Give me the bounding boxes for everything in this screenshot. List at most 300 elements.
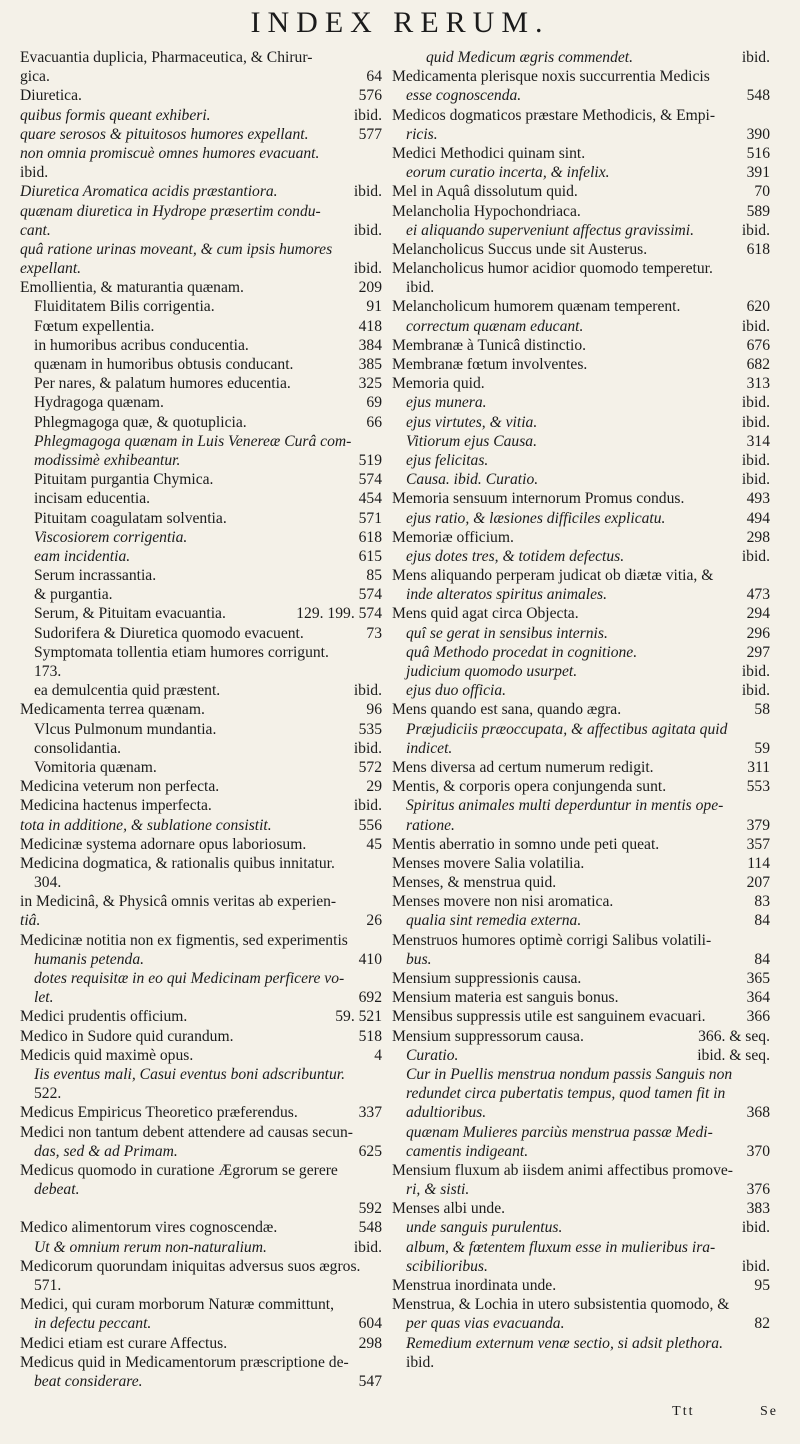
entry-text: ejus munera. [406,394,487,412]
page-ref: 297 [743,643,770,662]
index-entry [20,662,382,681]
index-entry [392,796,770,815]
page-ref: 366. & seq. [694,1027,770,1046]
page-ref: 592 [355,1199,382,1218]
page-ref: 493 [743,489,770,508]
entry-text: Menstrua, & Lochia in utero subsistentia quomodo, & [392,1296,730,1314]
entry-text: Mensibus suppressis utile est sanguinem evacuari. [392,1008,706,1026]
index-entry [392,854,770,873]
page-ref: 390 [743,125,770,144]
index-entry [392,528,770,547]
page-ref: ibid. [350,1238,382,1257]
page-ref: ibid. [738,662,770,681]
entry-text: judicium quomodo usurpet. [406,663,578,680]
entry-text: Mentis aberratio in somno unde peti queat. [392,835,660,853]
index-entry [392,643,770,662]
page-ref: 577 [355,125,382,144]
page-ref: 64 [362,67,382,86]
entry-text: Serum incrassantia. [34,567,157,585]
page-ref: 96 [362,700,382,719]
entry-text: Medicina veterum non perfecta. [20,778,220,796]
index-entry [20,911,382,930]
index-entry [392,67,770,86]
index-entry [20,643,382,662]
entry-text: ricis. [406,125,438,143]
index-entry [20,988,382,1007]
index-entry [392,835,770,854]
page-ref: 84 [750,911,770,930]
index-entry [20,873,382,892]
index-entry [20,509,382,528]
index-entry [20,892,382,911]
entry-text: esse cognoscenda. [406,87,522,105]
index-entry [20,240,382,259]
entry-text: beat considerare. [34,1372,143,1390]
entry-text: Medicinæ systema adornare opus laboriosum. [20,835,307,853]
entry-text: let. [34,989,54,1007]
index-entry [392,547,770,566]
index-entry [392,1007,770,1026]
entry-text: expellant. [20,260,82,278]
index-entry [392,509,770,528]
page-ref: 95 [750,1276,770,1295]
entry-text: Causa. ibid. Curatio. [406,471,539,489]
index-entry [392,106,770,125]
entry-text: tiâ. [20,912,41,930]
entry-text: & purgantia. [34,586,113,604]
index-entry [392,1199,770,1218]
index-entry [20,48,382,67]
entry-text: Memoriæ officium. [392,528,514,546]
index-entry [20,528,382,547]
entry-text: Medici prudentis officium. [20,1008,188,1026]
entry-text: Medici non tantum debent attendere ad causas secun- [20,1123,353,1141]
entry-text: Medicinæ notitia non ex figmentis, sed experimentis [20,931,348,949]
index-entry [20,854,382,873]
index-entry [392,202,770,221]
page-ref: 548 [743,86,770,105]
index-entry [20,950,382,969]
entry-text: Diuretica Aromatica acidis præstantiora. [20,183,278,201]
index-entry [392,297,770,316]
page-ref: ibid. & seq. [693,1046,770,1065]
entry-text: ea demulcentia quid præstent. [34,682,221,700]
index-entry [392,604,770,623]
index-entry [20,374,382,393]
entry-text: Phlegmagoga quæ, & quotuplicia. [34,413,247,431]
page-ref: 366 [743,1007,770,1026]
page-ref: 59 [750,739,770,758]
entry-text: quî se gerat in sensibus internis. [406,624,608,642]
entry-text: Medicus quomodo in curatione Ægrorum se gerere [20,1161,338,1179]
catchword: Se [760,1404,778,1419]
page-ref: 516 [743,144,770,163]
index-entry [20,681,382,700]
index-entry [392,988,770,1007]
index-entry [392,221,770,240]
page-ref: 556 [355,816,382,835]
page-ref: ibid. [350,182,382,201]
index-entry [392,911,770,930]
page-ref: 410 [355,950,382,969]
index-entry [392,432,770,451]
index-entry [20,777,382,796]
entry-text: Vlcus Pulmonum mundantia. [34,720,217,738]
entry-text: quid Medicum ægris commendet. [426,49,634,66]
index-entry [20,758,382,777]
page-ref: ibid. [350,796,382,815]
entry-text: Melancholicus humor acidior quomodo temperetur. [392,260,713,278]
entry-text: quænam in humoribus obtusis conducant. [34,356,294,373]
page-ref: 365 [743,969,770,988]
entry-text: non omnia promiscuè omnes humores evacuant. [20,144,320,162]
entry-text: Mentis, & corporis opera conjungenda sunt. [392,778,667,796]
index-entry [20,106,382,125]
index-entry [392,662,770,681]
index-entry [392,240,770,259]
index-entry [392,451,770,470]
page-ref: ibid. [738,413,770,432]
index-entry [392,681,770,700]
entry-text: Hydragoga quænam. [34,394,164,412]
page-ref: 391 [743,163,770,182]
index-entry [20,1007,382,1026]
index-entry [392,1276,770,1295]
index-entry [20,1372,382,1391]
index-entry [392,1334,770,1353]
entry-text: Medicina dogmatica, & rationalis quibus innitatur. [20,854,335,872]
entry-text: Curatio. [406,1046,459,1064]
index-entry [20,221,382,240]
index-entry [392,317,770,336]
index-entry [20,1180,382,1199]
entry-text: ejus felicitas. [406,451,489,469]
page-ref: 357 [743,835,770,854]
index-entry [20,739,382,758]
page-ref: 364 [743,988,770,1007]
entry-text: incisam educentia. [34,490,151,508]
entry-text: ejus virtutes, & vitia. [406,413,538,431]
entry-text: gica. [20,68,50,86]
page-ref: 82 [750,1314,770,1333]
page-ref: 574 [355,585,382,604]
entry-text: cant. [20,221,51,239]
page-ref: 625 [355,1142,382,1161]
entry-text: camentis indigeant. [406,1142,529,1160]
entry-text: 522. [34,1085,62,1103]
index-entry [392,585,770,604]
index-entry [20,1314,382,1333]
index-entry [392,624,770,643]
entry-text: inde alteratos spiritus animales. [406,586,607,604]
page-ref: 59. 521 [331,1007,382,1026]
page-ref: 83 [750,892,770,911]
index-entry [392,1295,770,1314]
entry-text: Medicorum quorundam iniquitas adversus suos ægros. [20,1257,361,1275]
page-ref: 66 [362,413,382,432]
page-ref: 576 [355,86,382,105]
entry-text: in humoribus acribus conducentia. [34,336,249,354]
entry-text: Melancholicus Succus unde sit Austerus. [392,240,648,258]
entry-text: quibus formis queant exhiberi. [20,106,211,124]
index-entry [20,393,382,412]
entry-text: Sudorifera & Diuretica quomodo evacuent. [34,624,304,642]
index-entry [392,489,770,508]
entry-text: humanis petenda. [34,950,145,968]
entry-text: Menses movere Salia volatilia. [392,854,585,872]
entry-text: Menses albi unde. [392,1200,506,1218]
page-ref: 494 [743,509,770,528]
page-ref: 114 [743,854,770,873]
page-ref: 535 [355,720,382,739]
page-ref: 91 [362,297,382,316]
entry-text: Iis eventus mali, Casui eventus boni adscribuntur. [34,1065,345,1083]
signature-mark: Ttt [672,1404,695,1419]
index-entry [20,816,382,835]
page-footer [612,1404,778,1420]
entry-text: Menstruos humores optimè corrigi Salibus volatili- [392,931,712,949]
index-entry [392,1084,770,1103]
index-entry [20,125,382,144]
index-entry [392,259,770,278]
index-entry [392,1027,770,1046]
page-ref: 313 [743,374,770,393]
index-entry [20,720,382,739]
index-entry [20,1199,382,1218]
page-ref: 572 [355,758,382,777]
index-entry [392,48,770,67]
entry-text: Pituitam coagulatam solventia. [34,509,227,527]
page-ref: 26 [362,911,382,930]
entry-text: Mens quid agat circa Objecta. [392,605,579,623]
page-ref: 311 [743,758,770,777]
entry-text: adultioribus. [406,1104,487,1122]
index-entry [20,432,382,451]
page-ref: 454 [355,489,382,508]
page-ref: 314 [743,432,770,451]
page-ref: 618 [743,240,770,259]
index-entry [20,547,382,566]
right-column [392,48,770,1372]
page-ref: 682 [743,355,770,374]
page-ref: 620 [743,297,770,316]
page-ref: ibid. [738,393,770,412]
entry-text: Membranæ fœtum involventes. [392,356,588,373]
entry-text: Serum, & Pituitam evacuantia. [34,605,226,623]
index-entry [20,202,382,221]
entry-text: Mens aliquando perperam judicat ob diætæ vitia, & [392,567,714,585]
entry-text: unde sanguis purulentus. [406,1219,563,1237]
index-entry [392,393,770,412]
entry-text: per quas vias evacuanda. [406,1315,565,1333]
entry-text: Medici, qui curam morborum Naturæ committunt, [20,1296,334,1314]
entry-text: ejus duo officia. [406,682,507,700]
index-entry [392,1123,770,1142]
page-ref: ibid. [350,681,382,700]
index-entry [20,796,382,815]
entry-text: Medicus Empiricus Theoretico præferendus. [20,1104,298,1122]
index-entry [392,1161,770,1180]
index-entry [20,1027,382,1046]
index-entry [20,489,382,508]
entry-text: Fluiditatem Bilis corrigentia. [34,298,215,316]
index-entry [20,317,382,336]
page-ref: 337 [355,1103,382,1122]
index-entry [20,297,382,316]
entry-text: redundet circa pubertatis tempus, quod tamen fit in [406,1085,726,1103]
index-entry [20,1142,382,1161]
index-entry [392,278,770,297]
index-entry [392,1103,770,1122]
index-entry [20,700,382,719]
entry-text: Medicis quid maximè opus. [20,1046,194,1064]
entry-text: ri, & sisti. [406,1181,470,1199]
entry-text: consolidantia. [34,739,122,757]
entry-text: 571. [34,1277,62,1294]
page-ref: ibid. [738,451,770,470]
entry-text: Evacuantia duplicia, Pharmaceutica, & Chirur- [20,49,313,66]
page-ref: 84 [750,950,770,969]
entry-text: Cur in Puellis menstrua nondum passis Sanguis non [406,1065,733,1083]
index-entry [20,86,382,105]
page-ref: 29 [362,777,382,796]
index-entry [20,355,382,374]
entry-text: quâ ratione urinas moveant, & cum ipsis humores [20,240,333,258]
index-entry [392,144,770,163]
entry-text: Medicina hactenus imperfecta. [20,797,212,815]
page-ref: 73 [362,624,382,643]
page-ref: 548 [355,1218,382,1237]
page-ref: 209 [355,278,382,297]
page-ref: 296 [743,624,770,643]
entry-text: Mens diversa ad certum numerum redigit. [392,758,654,776]
index-entry [20,1103,382,1122]
page-ref: 58 [750,700,770,719]
index-entry [392,1180,770,1199]
entry-text: Mens quando est sana, quando ægra. [392,701,622,719]
page-ref: 70 [750,182,770,201]
index-entry [20,413,382,432]
page-ref: 370 [743,1142,770,1161]
index-entry [392,873,770,892]
index-entry [392,1046,770,1065]
page-ref: 45 [362,835,382,854]
index-entry [20,1046,382,1065]
page-ref: 473 [743,585,770,604]
index-entry [392,470,770,489]
entry-text: quænam Mulieres parciùs menstrua passæ Medi- [406,1123,713,1141]
index-entry [20,604,382,623]
index-entry [392,1218,770,1237]
page-ref: 384 [355,336,382,355]
page-ref: 129. 199. 574 [292,604,382,623]
page-ref: 69 [362,393,382,412]
index-entry [20,259,382,278]
page-ref: 368 [743,1103,770,1122]
entry-text: Mensium suppressionis causa. [392,970,582,987]
page-ref: ibid. [738,1218,770,1237]
entry-text: Ut & omnium rerum non-naturalium. [34,1238,267,1256]
entry-text: ibid. [406,1353,435,1371]
entry-text: in defectu peccant. [34,1315,152,1333]
page-ref: 383 [743,1199,770,1218]
index-entry [392,86,770,105]
entry-text: eorum curatio incerta, & infelix. [406,164,610,182]
entry-text: eam incidentia. [34,547,131,565]
entry-text: Medico alimentorum vires cognoscendæ. [20,1219,278,1237]
index-entry [20,451,382,470]
entry-text: scibilioribus. [406,1257,488,1275]
index-entry [392,1065,770,1084]
entry-text: quare serosos & pituitosos humores expellant. [20,125,309,143]
entry-text: Medici Methodici quinam sint. [392,144,586,162]
entry-text: Spiritus animales multi deperduntur in mentis ope- [406,797,724,815]
index-entry [392,125,770,144]
index-entry [392,758,770,777]
index-entry [392,777,770,796]
entry-text: Viscosiorem corrigentia. [34,528,188,546]
index-entry [20,278,382,297]
entry-text: das, sed & ad Primam. [34,1142,178,1160]
entry-text: Medicos dogmaticos præstare Methodicis, & Empi- [392,106,716,124]
entry-text: Medicamenta plerisque noxis succurrentia Medicis [392,68,710,86]
entry-text: ibid. [406,279,435,297]
index-entry [392,182,770,201]
page-ref: 298 [743,528,770,547]
index-entry [20,1276,382,1295]
entry-text: Vomitoria quænam. [34,758,157,776]
entry-text: Mensium suppressorum causa. [392,1027,584,1045]
entry-text: Menstrua inordinata unde. [392,1277,557,1294]
index-entry [20,470,382,489]
entry-text: Vitiorum ejus Causa. [406,432,537,450]
index-entry [20,144,382,163]
index-entry [392,413,770,432]
index-entry [392,700,770,719]
entry-text: Mel in Aquâ dissolutum quid. [392,183,578,201]
entry-text: Medici etiam est curare Affectus. [20,1334,228,1352]
index-entry [20,67,382,86]
entry-text: qualia sint remedia externa. [406,912,582,930]
entry-text: Mensium fluxum ab iisdem animi affectibus promove- [392,1161,733,1179]
index-entry [20,624,382,643]
index-entry [392,969,770,988]
index-entry [20,163,382,182]
index-entry [392,739,770,758]
entry-text: indicet. [406,739,453,757]
entry-text: Melancholicum humorem quænam temperent. [392,298,681,316]
entry-text: Memoria sensuum internorum Promus condus. [392,490,685,508]
page-ref: 294 [743,604,770,623]
entry-text: debeat. [34,1181,80,1199]
entry-text: tota in additione, & sublatione consistit. [20,816,272,834]
entry-text: Medicus quid in Medicamentorum præscriptione de- [20,1353,349,1371]
entry-text: bus. [406,950,432,968]
entry-text: Membranæ à Tunicâ distinctio. [392,336,587,354]
page-ref: ibid. [738,317,770,336]
page-ref: 571 [355,509,382,528]
entry-text: quâ Methodo procedat in cognitione. [406,643,638,661]
page-ref: 618 [355,528,382,547]
index-entry [20,1065,382,1084]
index-entry [20,835,382,854]
index-entry [392,1142,770,1161]
entry-text: Medicamenta terrea quænam. [20,701,205,719]
index-entry [20,1218,382,1237]
entry-text: quænam diuretica in Hydrope præsertim condu- [20,202,321,220]
index-entry [20,1257,382,1276]
index-entry [20,931,382,950]
